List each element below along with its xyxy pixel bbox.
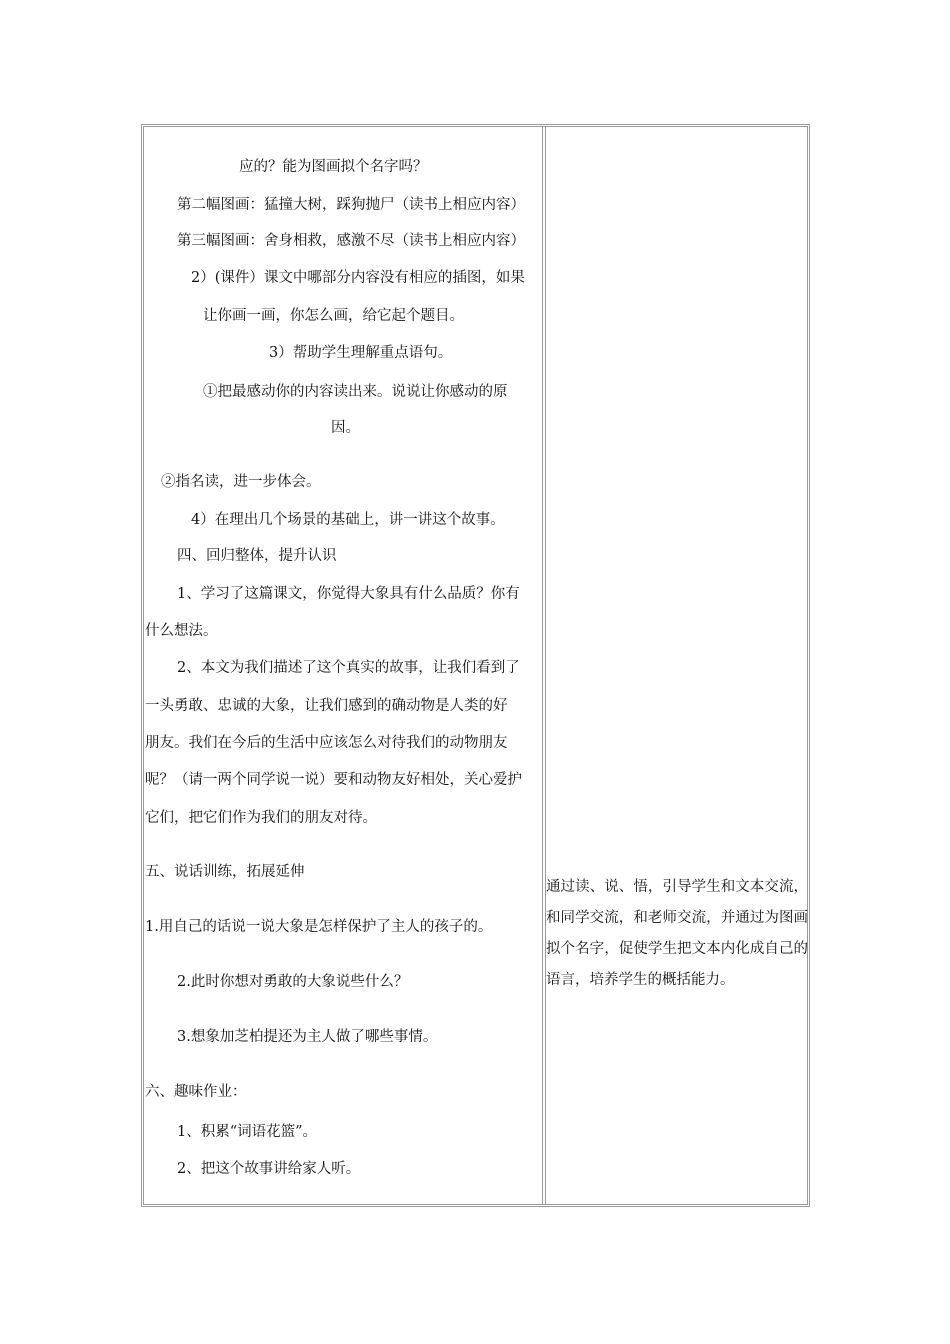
text-line: 让你画一画，你怎么画，给它起个题目。	[203, 308, 464, 324]
text-line: 朋友。我们在今后的生活中应该怎么对待我们的动物朋友	[145, 735, 508, 751]
text-line: 2、把这个故事讲给家人听。	[177, 1161, 361, 1177]
text-line: 3.想象加芝柏提还为主人做了哪些事情。	[177, 1029, 438, 1045]
text-line: 什么想法。	[145, 623, 218, 639]
text-line: 它们，把它们作为我们的朋友对待。	[145, 810, 377, 826]
text-line: 第二幅图画：猛撞大树，踩狗抛尸（读书上相应内容）	[177, 197, 525, 213]
lesson-plan-table	[141, 124, 810, 1207]
text-line: 第三幅图画：舍身相救，感激不尽（读书上相应内容）	[177, 233, 525, 249]
design-intent-note: 通过读、说、悟，引导学生和文本交流，和同学交流，和老师交流，并通过为图画拟个名字，促使学生把文本内化成自己的语言，培养学生的概括能力。	[546, 879, 808, 988]
text-line: 因。	[331, 420, 360, 436]
text-line: ①把最感动你的内容读出来。说说让你感动的原	[203, 384, 508, 400]
text-line: 1、积累“词语花篮”。	[177, 1124, 318, 1140]
text-line: 4）在理出几个场景的基础上，讲一讲这个故事。	[191, 512, 505, 528]
text-line: 2）(课件）课文中哪部分内容没有相应的插图，如果	[191, 270, 525, 286]
text-line: 2.此时你想对勇敢的大象说些什么？	[177, 974, 409, 990]
section-heading: 五、说话训练，拓展延伸	[145, 864, 305, 880]
text-line: 一头勇敢、忠诚的大象，让我们感到的确动物是人类的好	[145, 698, 508, 714]
text-line: 应的？能为图画拟个名字吗？	[239, 159, 428, 175]
design-intent-column	[546, 127, 807, 1204]
section-heading: 四、回归整体，提升认识	[177, 548, 337, 564]
text-line: 2、本文为我们描述了这个真实的故事，让我们看到了	[177, 660, 520, 676]
text-line: 3）帮助学生理解重点语句。	[269, 345, 453, 361]
text-line: 1、学习了这篇课文，你觉得大象具有什么品质？你有	[177, 586, 520, 602]
text-line: ②指名读，进一步体会。	[161, 474, 321, 490]
teaching-process-column	[144, 127, 542, 1204]
section-heading: 六、趣味作业：	[145, 1084, 247, 1100]
text-line: 呢？（请一两个同学说一说）要和动物友好相处，关心爱护	[145, 772, 522, 788]
text-line: 1.用自己的话说一说大象是怎样保护了主人的孩子的。	[145, 919, 493, 935]
